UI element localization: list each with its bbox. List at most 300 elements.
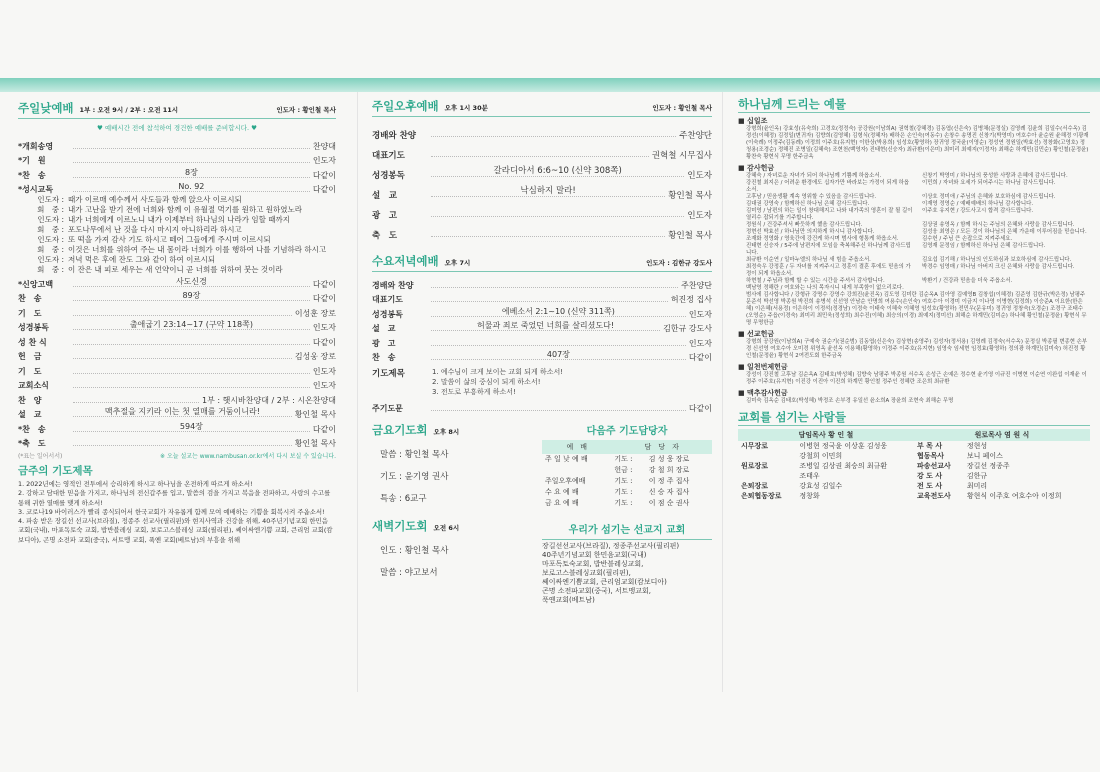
prayer-item: 3. 코로나19 바이러스가 빨리 종식되어서 한국교회가 자유롭게 함께 모여 예배하는 기쁨을 회복시켜 주옵소서!	[18, 507, 325, 516]
order-list-1	[18, 137, 336, 195]
row-person: 찬양대	[312, 141, 336, 151]
wednesday-service-header	[372, 253, 712, 272]
row-content-text	[188, 378, 194, 387]
emeritus-pastor-head: 원로목사 염 원 식	[914, 429, 1090, 441]
row-label: 성 찬 식	[18, 337, 47, 347]
section-leader: 인도자 : 김한규 강도사	[646, 259, 712, 267]
dawn-header	[372, 518, 532, 536]
order-list-2	[18, 275, 336, 449]
dawn-items	[372, 540, 532, 584]
servant-names: 강효성 김일수	[799, 482, 843, 490]
order-row	[18, 319, 336, 334]
servant-names: 김한규	[966, 472, 988, 480]
order-row	[372, 349, 712, 364]
row-label: 축 도	[372, 231, 397, 241]
order-row	[372, 201, 712, 221]
prayer-item: 1. 예수님이 크게 보이는 교회 되게 하소서!	[432, 368, 564, 376]
row-person: 황인철 목사	[294, 410, 336, 419]
row-content-text	[188, 153, 194, 162]
roster-role: 헌금 :	[614, 465, 633, 474]
dawn-prayer-meeting	[372, 518, 532, 584]
thanks-entry: 백남영 정해란 / 여호와는 나의 목자시니 내게 부족함이 없으리로다.	[746, 285, 904, 291]
row-person: 1부 : 햇시바찬양대 / 2부 : 시온찬양대	[202, 395, 336, 405]
roster-head-service: 예 배	[542, 440, 611, 454]
row-label: *찬 송	[18, 170, 46, 180]
row-content-text: 594장	[177, 422, 206, 431]
row-content-text: No. 92	[175, 182, 207, 191]
row-label: 대표기도	[372, 151, 405, 161]
order-row	[372, 291, 712, 306]
servant-row	[738, 471, 1090, 481]
roster-person: 이 정 주 집사	[648, 476, 690, 485]
row-content-text: 사도신경	[173, 277, 210, 286]
row-content	[73, 422, 310, 432]
servant-names: 보니 페이스	[966, 452, 1003, 460]
kv-item	[372, 540, 532, 562]
row-content-text: 맥추절을 지키라 이는 첫 열매를 거둠이니라!	[102, 407, 263, 416]
row-label: 성경봉독	[372, 171, 405, 181]
row-content	[431, 350, 686, 360]
thanks-entry: 하현철 / 주님과 함께 할 수 있는 시간을 주셔서 감사합니다.	[746, 278, 885, 284]
row-person: 권혁철 시무집사	[651, 151, 712, 161]
section-time: 오전 6시	[433, 523, 460, 532]
reading-text: 내가 너희에게 이르노니 내가 이제부터 하나님의 나라가 임할 때까지	[68, 215, 290, 224]
prayer-roster-table	[542, 440, 712, 509]
row-person: 주찬양단	[679, 131, 712, 141]
row-label: 설 교	[372, 324, 396, 333]
prayer-item: 2. 말씀이 삶의 중심이 되게 하소서!	[432, 378, 541, 386]
speaker: 인도자 :	[37, 235, 64, 244]
row-content	[431, 336, 686, 346]
row-label: *찬 송	[18, 424, 46, 434]
thanks-entry: 김상권 송영옥 / 함께 하시는 주님의 은혜와 사랑을 감사드립니다.	[922, 222, 1075, 228]
row-content-text	[546, 292, 552, 301]
order-row	[18, 137, 336, 152]
row-label: *성시교독	[18, 185, 54, 194]
roster-role: 기도 :	[614, 498, 633, 507]
row-content-text	[545, 226, 551, 236]
row-content	[73, 436, 292, 446]
reading-text: 내가 고난을 받기 전에 너희와 함께 이 유월절 먹기를 원하고 원하였노라	[68, 205, 302, 214]
reading-text: 또 떡을 가져 감사 기도 하시고 떼어 그들에게 주시며 이르시되	[68, 235, 271, 244]
servant-names: 정창화	[799, 492, 820, 500]
row-content-text	[188, 364, 194, 373]
kv-item	[372, 444, 532, 466]
row-content	[431, 321, 660, 331]
row-content	[73, 291, 310, 301]
row-content-text	[551, 126, 557, 136]
thanks-entry: 박경수 임영매 / 하나님 아버지 크신 은혜와 사랑을 감사드립니다.	[922, 264, 1075, 270]
responsive-line	[18, 265, 336, 275]
order-row	[18, 290, 336, 305]
reading-text: 이것은 너희를 위하여 주는 내 몸이라 너희가 이를 행하여 나를 기념하라 하시고	[68, 245, 327, 254]
kv-sep: :	[396, 545, 405, 556]
section-leader: 인도자 : 황인철 목사	[276, 106, 336, 114]
footnote	[18, 451, 336, 460]
thanks-entry: 김요섭 김기해 / 하나님의 인도하심과 보호하심에 감사드립니다.	[922, 257, 1072, 263]
row-label: *개회송영	[18, 141, 54, 151]
row-person: 인도자	[312, 156, 336, 165]
servant-row	[738, 451, 1090, 461]
servants-title: 교회를 섬기는 사람들	[738, 409, 1090, 426]
row-content	[73, 182, 310, 192]
roster-row	[542, 476, 712, 487]
row-label: *기 원	[18, 156, 46, 165]
offering-donors: 강형희 공강원(이남희A) 구예숙 권순기(권순범) 김동엽(신은숙) 김상현(송영주) 김성자(정서용) 김영례 김정숙(서수옥) 문정실 박종필 변종현 손부경 신선영 여호수아 오미경 위영옥 윤선옥 이용해(황영하) 이정주 이주호(유지현) 임영숙 임세현 임정효(황영하) 정의광 하계민(김미숙) 허진정 황인철(문정윤) 황현식 2여전도회 한주금옥	[746, 339, 1088, 359]
other-offerings	[738, 329, 1090, 405]
column-other-services	[366, 92, 718, 692]
roster-row	[542, 465, 712, 476]
row-content	[431, 187, 665, 197]
servant-names: 최미리	[966, 482, 988, 490]
prayer-item: 1. 2022년에는 영적인 전투에서 승리하게 하시고 하나님을 온전하게 따르게 하소서!	[18, 480, 253, 488]
servant-names: 정현성	[966, 442, 988, 450]
responsive-line	[18, 195, 336, 205]
kv-key: 인도	[380, 545, 397, 556]
row-content-text	[537, 146, 543, 156]
row-content	[73, 364, 310, 374]
row-person: 황인철 목사	[294, 439, 336, 448]
row-content	[431, 147, 649, 157]
left-sub	[372, 422, 532, 605]
servant-role: 전 도 사	[916, 482, 943, 490]
responsive-line	[18, 225, 336, 235]
row-person: 다같이	[312, 294, 336, 303]
row-content-text	[552, 278, 558, 287]
order-row	[18, 362, 336, 377]
row-person: 다같이	[312, 279, 336, 289]
row-dots	[431, 410, 686, 411]
row-content	[73, 335, 310, 345]
order-row	[18, 304, 336, 319]
column-sunday-worship	[0, 92, 350, 692]
order-row	[18, 391, 336, 406]
speaker: 회 중 :	[37, 225, 64, 234]
row-label: 찬 양	[18, 395, 42, 405]
row-content	[431, 127, 676, 137]
thanks-entry: 정현선 박효선 / 하나님만 의지하게 하시니 감사합니다.	[746, 229, 875, 235]
section-time: 오후 8시	[433, 427, 460, 436]
thanks-entry: 조재화 정영화 / 영육간에 강건케 하시며 범사에 형통케 하옵소서.	[746, 236, 899, 242]
servant-role: 부 목 사	[916, 442, 943, 450]
roster-role: 기도 :	[614, 454, 633, 463]
thanks-entry: 김성웅 최영은 / 모든 것이 하나님의 은혜 가운데 이루어짐을 믿습니다.	[922, 229, 1087, 235]
row-label: 기 도	[18, 366, 42, 376]
row-content	[431, 207, 684, 217]
row-label: 교회소식	[18, 381, 49, 390]
roster-service: 주 일 낮 예 배	[545, 454, 588, 463]
roster-row	[542, 454, 712, 465]
section-leader: 인도자 : 황인철 목사	[652, 104, 712, 112]
servant-role: 강 도 사	[916, 472, 943, 480]
row-person: 인도자	[688, 309, 712, 319]
kv-sep: :	[396, 493, 405, 504]
thanks-entry: 정원식 / 건강주셔서 빠듯하게 했음 감사드립니다.	[746, 222, 863, 228]
servant-row	[738, 461, 1090, 471]
kv-item	[372, 562, 532, 584]
row-label: 찬 송	[18, 294, 42, 303]
prayer-items	[432, 367, 563, 397]
row-content	[73, 168, 310, 178]
servant-names: 조병일 김상권 최승의 최규환	[799, 462, 888, 470]
mission-line: 장길선선교사(브라질), 정종주선교사(필리핀)	[542, 541, 680, 550]
order-row	[18, 333, 336, 348]
row-content	[431, 307, 686, 317]
servant-row	[738, 481, 1090, 491]
row-content-text: 407장	[544, 350, 573, 359]
row-content	[73, 393, 199, 403]
row-person: 인도자	[312, 381, 336, 390]
thanks-entry: 이상호 정미애 / 주님의 은혜와 보호하심에 감사드립니다.	[922, 194, 1056, 200]
order-row	[18, 406, 336, 421]
afternoon-order-list	[372, 121, 712, 241]
thanks-entry: 이재영 정영순 / 예배예배의 하나님 감사합니다.	[922, 201, 1034, 207]
servant-role	[738, 451, 796, 461]
reading-text: 포도나무에서 난 것을 다시 마시지 아니하리라 하시고	[68, 225, 242, 234]
thanks-entry: 최정숙우 강정훈 / 두 자녀를 지켜주시고 정훈이 결혼 후에도 믿음의 가정이 되게 하옵소서.	[746, 264, 911, 277]
section-title: 새벽기도회	[372, 518, 428, 533]
thanks-tail: 범사에 김사합니다 / 강형규 강명수 강영수 강희진(윤진옥) 김도영 김미란 김순옥A 김아영 김예영B 김창섭(이혜경) 김준영 김한규(박은정) 남평주 문준석 박선영 박종원 박진희 송병석 신선영 안남순 안명희 여용수(손인숙) 여호수아 이경미 이금지 이나영 이병현(김정희) 이승준A 이요한(한은혜) 이은혜(서용정) 이은하이 이정석(정경남) 이정숙 이태숙 이혜숙 이혜영 임성호(황영하) 전민우(문유미) 정귀영 정창숙(오경순) 조경구 조태수(오영순) 주읍(이경숙) 최미리 최민욱(정성희) 최수진(이혜) 최승의(이경) 최예지(정미선) 최해순 하계민(김미순) 하나혜 황인철(문정윤) 황현식 무명 무명한금	[746, 292, 1087, 326]
offering-donors: 김미숙 김옥순 김태호(박성혜) 박정조 손부경 유일선 윤소희A 장윤희 조현숙 최해순 무명	[746, 398, 954, 404]
order-row	[18, 348, 336, 363]
offering-name: ■ 선교헌금	[738, 330, 775, 338]
right-sub	[542, 422, 712, 605]
speaker: 인도자 :	[37, 215, 64, 224]
notice-text: ♥ 예배시간 전에 참석하여 경건한 예배를 준비합시다. ♥	[96, 124, 258, 132]
row-person: 다같이	[312, 424, 336, 434]
row-content-text	[179, 306, 185, 315]
row-content-text: 허물과 죄로 죽었던 너희를 살리셨도다!	[474, 321, 617, 330]
offering-donors: 강성이 강진철 고후남 김순옥A 김태호(박성혜) 김향숙 남평주 박종원 서수옥 손성근 손예은 정수현 윤기영 이규진 이병현 이순연 이완섭 이재윤 이정주 이주호(유지현) 이진강 이진아 이진희 하계민 황인철 정주인 정혜란 조은희 최규환	[746, 372, 1087, 385]
mission-line: 곤명 소전파교회(중국), 서트맹교회,	[542, 586, 652, 595]
tithe-block	[738, 116, 1090, 161]
row-content-text	[555, 336, 561, 345]
prayer-item: 2. 강하고 담대한 믿음을 가지고, 하나님의 전신갑주를 입고, 말씀의 검을 가지고 복음을 전파하고, 사랑의 수고를 통해 귀한 열매를 맺게 하소서!	[18, 489, 331, 507]
row-label: 설 교	[372, 191, 397, 201]
reading-text: 저녁 먹은 후에 잔도 그와 같이 하여 이르시되	[68, 255, 216, 264]
kv-item	[372, 488, 532, 510]
afternoon-service-header	[372, 98, 712, 117]
roster-person: 이 점 순 권사	[648, 498, 690, 507]
section-title: 주일낮예배	[18, 101, 74, 115]
servant-names: 황현식 이주호 여호수아 이정희	[966, 492, 1062, 500]
responsive-reading	[18, 195, 336, 275]
row-content	[73, 349, 292, 359]
roster-service: 수 요 예 배	[545, 487, 579, 496]
roster-title: 다음주 기도담당자	[586, 425, 668, 437]
row-content-text: 갈라디아서 6:6~10 (신약 308쪽)	[491, 166, 625, 176]
speaker: 회 중 :	[37, 265, 64, 274]
responsive-line	[18, 235, 336, 245]
thanks-entry: 고후남 / 믿음생활 계속 영위할 수 있음을 감사드립니다.	[746, 194, 877, 200]
row-person: 다같이	[312, 185, 336, 194]
row-content-text: 출애굽기 23:14~17 (구약 118쪽)	[127, 320, 256, 329]
row-person: 다같이	[688, 353, 712, 362]
offering-name: ■ 일천번제헌금	[738, 363, 788, 371]
servant-names: 이병현 정국윤 이상훈 김성웅	[799, 442, 888, 450]
row-content-text	[179, 349, 185, 358]
row-person: 인도자	[688, 338, 712, 348]
speaker: 인도자 :	[37, 195, 64, 204]
mission-list	[542, 539, 712, 605]
order-row	[18, 420, 336, 435]
thanks-entry: 김대권 강영숙 / 함께하신 하나님 은혜 감사드립니다.	[746, 201, 870, 207]
kv-value: 6교구	[404, 493, 427, 504]
row-content-text	[188, 335, 194, 344]
stand-note: (*표는 일어서서)	[18, 453, 63, 460]
thanks-entry: 강진철 최지은 / 어려운 환경에도 십자가만 바라보는 가정이 되게 하옵소서.	[746, 180, 910, 193]
order-row	[372, 276, 712, 291]
servant-row	[738, 441, 1090, 451]
servant-role: 교육전도사	[916, 492, 951, 500]
mission-line: 마포독토숙교회, 밥반블레싱교회,	[542, 559, 644, 568]
responsive-line	[18, 215, 336, 225]
servant-role: 협동목사	[916, 452, 945, 460]
servant-role: 파송선교사	[916, 462, 951, 470]
servant-role	[738, 471, 796, 481]
row-content	[73, 277, 310, 287]
roster-person: 김 성 웅 장로	[648, 454, 690, 463]
section-title: 금요기도회	[372, 422, 428, 437]
row-label: *신앙고백	[18, 279, 54, 289]
kv-key: 기도	[380, 471, 397, 482]
speaker: 인도자 :	[37, 255, 64, 264]
roster-person: 강 철 희 장로	[648, 465, 690, 474]
servant-role: 은퇴장로	[741, 482, 769, 490]
row-content	[431, 292, 668, 302]
row-content-text	[188, 139, 194, 148]
row-person: 허진정 집사	[670, 295, 712, 304]
row-person: 다같이	[312, 170, 336, 180]
row-person: 인도자	[312, 323, 336, 332]
row-content-text: 에베소서 2:1~10 (신약 311쪽)	[499, 307, 618, 316]
row-person: 황인철 목사	[668, 231, 712, 241]
servant-names: 장길선 정종주	[966, 462, 1010, 470]
kv-key: 특송	[380, 493, 397, 504]
row-label: 광 고	[372, 338, 396, 348]
thanks-offering-list	[738, 173, 1090, 292]
responsive-line	[18, 205, 336, 215]
prayer-label: 기도제목	[372, 369, 405, 379]
row-content-text	[179, 436, 185, 445]
kv-value: 황인철 목사	[404, 545, 449, 556]
roster-service: 금 요 예 배	[545, 498, 579, 507]
kv-sep: :	[396, 567, 405, 578]
row-content	[73, 378, 310, 388]
reading-text: 때가 이르매 예수께서 사도들과 함께 앉으사 이르시되	[68, 195, 242, 204]
servant-names: 강철희 이민희	[799, 452, 843, 460]
wednesday-prayer-block	[372, 367, 712, 397]
top-color-band	[0, 78, 1100, 92]
roster-service	[542, 465, 611, 476]
row-content	[73, 320, 310, 330]
row-content	[431, 227, 665, 237]
fold-line-1	[357, 92, 358, 692]
kv-sep: :	[396, 471, 405, 482]
friday-prayer-meeting	[372, 422, 532, 510]
row-content	[73, 306, 292, 316]
senior-pastor-head: 담임목사 황 인 철	[738, 429, 914, 441]
thanks-entry: 최규환 이순연 / 일마누엘의 하나님 새 힘을 주옵소서.	[746, 257, 871, 263]
order-row	[372, 141, 712, 161]
wednesday-order-list	[372, 276, 712, 363]
thanks-entry: 김영재 문정임 / 함께하신 하나님 은혜 감사드립니다.	[922, 243, 1046, 249]
section-time: 오후 7시	[444, 259, 471, 267]
roster-person: 신 승 자 집사	[648, 487, 690, 496]
row-label: 광 고	[372, 211, 397, 221]
prayer-topics-title: 금주의 기도제목	[18, 465, 93, 477]
order-row	[372, 161, 712, 181]
friday-header	[372, 422, 532, 440]
row-label: 성경봉독	[18, 323, 49, 332]
section-title: 주일오후예배	[372, 99, 439, 113]
row-person: 주찬양단	[681, 280, 712, 290]
row-person: 인도자	[312, 366, 336, 376]
mission-title: 우리가 섬기는 선교지 교회	[568, 524, 686, 536]
speaker: 회 중 :	[37, 245, 64, 254]
kv-value: 윤기영 권사	[404, 471, 449, 482]
fold-line-2	[722, 92, 723, 692]
row-content-text	[555, 206, 561, 216]
row-content-text: 8장	[182, 168, 201, 177]
thanks-entry: 강혜숙 / 자녀로운 자녀가 되어 하나님께 기쁨께 하옵소서.	[746, 173, 882, 179]
section-title: 수요저녁예배	[372, 254, 439, 268]
responsive-line	[18, 255, 336, 265]
prayer-item: 4. 파송 받은 장길선 선교사(브라질), 정종주 선교사(필리핀)와 현지사역과 건강을 위해, 40주년기념교회 한민음 교회(국내), 마포독토숙 교회, 밥반블레싱 교회, 보로고스블레싱 교회(필리핀), 쎄이싸엔기쁨 교회, 큰리엄 교회(캄보디아), 곤명 소전파 교회(중국), 서트맹 교회, 푹옌 교회(베트남)의 부흥을 위해	[18, 517, 333, 544]
roster-role: 기도 :	[614, 487, 633, 496]
order-row	[18, 275, 336, 290]
row-person: 인도자	[687, 211, 712, 221]
order-row	[18, 166, 336, 181]
thanks-entry: 진태현 신승자 / 5주에 남편지에 모임을 축복해주신 하나님께 감사드립니다.	[746, 243, 911, 256]
thanks-entry: 이주호 유지현 / 강도사고시 합격 감사드립니다.	[922, 208, 1034, 214]
order-row	[372, 320, 712, 335]
row-label: 설 교	[18, 410, 42, 419]
order-row	[372, 221, 712, 241]
thanks-entry: 이민희 / 자녀와 요세가 되어주시는 하나님 감사드립니다.	[922, 180, 1056, 186]
row-label: 대표기도	[372, 295, 403, 304]
row-person: 인도자	[687, 171, 712, 181]
section-time: 오후 1시 30분	[444, 104, 488, 112]
row-label: 찬 송	[372, 353, 396, 362]
row-label: 기 도	[18, 308, 42, 318]
row-person: 이성훈 장로	[294, 308, 336, 318]
row-person: 황인철 목사	[668, 191, 712, 201]
kv-key: 말씀	[380, 449, 397, 460]
mission-line: 보로고스블레싱교회(필리핀),	[542, 568, 631, 577]
thanks-entry: 신창기 박영미 / 하나님의 풍성한 사랑과 은혜에 감사드립니다.	[922, 173, 1068, 179]
order-row	[18, 377, 336, 392]
offering-name: ■ 맥추감사헌금	[738, 389, 788, 397]
roster-head-person: 담 당 자	[611, 440, 712, 454]
row-label: 주기도문	[372, 403, 403, 413]
row-label: 경배와 찬양	[372, 131, 417, 141]
row-content	[73, 153, 310, 163]
sunday-service-header	[18, 100, 336, 119]
order-row	[372, 121, 712, 141]
row-person: 김한규 강도사	[663, 324, 712, 333]
row-label: 성경봉독	[372, 309, 403, 319]
servant-role: 시무장로	[741, 442, 769, 450]
reading-text: 이 잔은 내 피로 세우는 새 언약이니 곧 너희를 위하여 붓는 것이라	[68, 265, 283, 274]
prayer-item: 3. 전도로 부흥하게 하소서!	[432, 388, 516, 396]
servant-role: 원로장로	[741, 462, 769, 470]
kv-value: 황인철 목사	[404, 449, 449, 460]
row-content	[431, 167, 684, 177]
responsive-line	[18, 245, 336, 255]
row-content-text: 낙심하지 말라!	[517, 186, 578, 196]
sermon-url-note: ※ 오늘 설교는 www.nambusan.or.kr에서 다시 보실 수 있습니다.	[160, 453, 336, 460]
